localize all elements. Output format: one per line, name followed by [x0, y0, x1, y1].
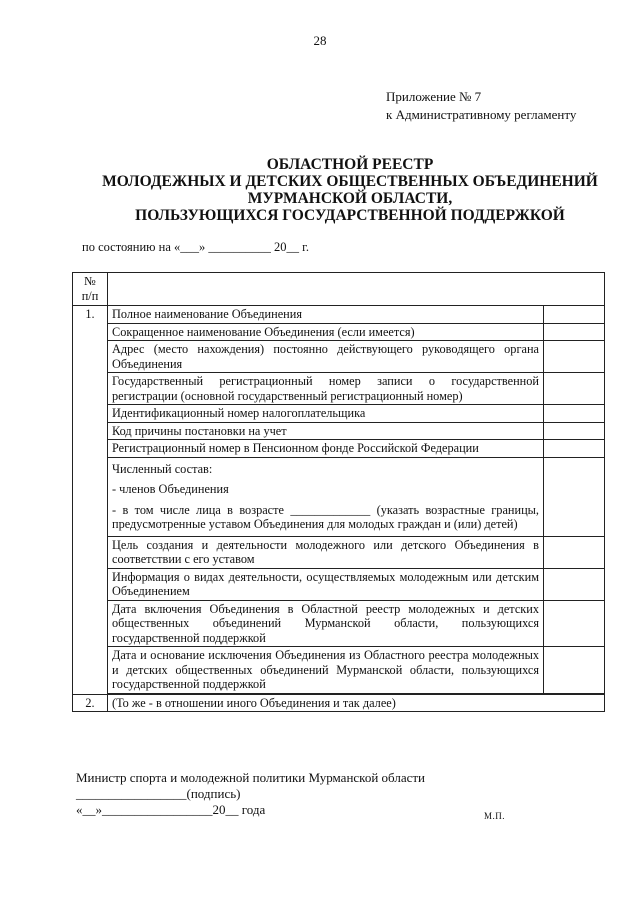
header-blank-cell [108, 273, 605, 306]
field-kpp: Код причины постановки на учет [108, 422, 544, 440]
header-index-label: п/п [81, 288, 99, 303]
table-row [73, 600, 605, 647]
field-purpose: Цель создания и деятельности молодежного или детского Объединения в соответствии с его уставом [108, 536, 544, 568]
table-row [73, 405, 605, 423]
value-cell [544, 422, 605, 440]
table-row [73, 306, 605, 324]
value-cell [544, 647, 605, 694]
appendix-note [386, 88, 576, 124]
value-cell [544, 457, 605, 536]
as-of-date-line: по состоянию на «___» __________ 20__ г. [82, 240, 309, 254]
table-row [73, 694, 605, 712]
title-line-1: ОБЛАСТНОЙ РЕЕСТР [266, 156, 434, 173]
membership-age-range: - в том числе лица в возрасте _____________ (указать возрастные границы, предусмотренные уставом Объединения для молодых граждан и (или) детей) [112, 502, 539, 531]
table-row [73, 440, 605, 458]
value-cell [544, 323, 605, 341]
date-line: «__»_________________20__ года [76, 802, 266, 817]
row-number-cell: 2. [73, 694, 108, 712]
value-cell [544, 536, 605, 568]
value-cell [544, 405, 605, 423]
title-line-3: МУРМАНСКОЙ ОБЛАСТИ, [247, 190, 453, 207]
table-row [73, 568, 605, 600]
row-number-cell: 1. [73, 306, 108, 695]
value-cell [544, 440, 605, 458]
minister-line: Министр спорта и молодежной политики Мурманской области [76, 770, 425, 785]
value-cell [544, 568, 605, 600]
table-row [73, 323, 605, 341]
field-address: Адрес (место нахождения) постоянно действующего руководящего органа Объединения [108, 341, 544, 373]
field-inn: Идентификационный номер налогоплательщика [108, 405, 544, 423]
field-activities: Информация о видах деятельности, осуществляемых молодежным или детским Объединением [108, 568, 544, 600]
table-row [73, 647, 605, 694]
field-other-association: (То же - в отношении иного Объединения и так далее) [108, 694, 605, 712]
field-full-name: Полное наименование Объединения [108, 306, 544, 324]
header-number-label: № [84, 274, 96, 288]
registry-table [72, 272, 605, 712]
title-line-2: МОЛОДЕЖНЫХ И ДЕТСКИХ ОБЩЕСТВЕННЫХ ОБЪЕДИНЕНИЙ [102, 173, 598, 190]
table-row [73, 422, 605, 440]
page-number: 28 [313, 33, 327, 48]
header-number-cell [73, 273, 108, 306]
table-header-row [73, 273, 605, 306]
document-title [70, 156, 630, 224]
membership-members: - членов Объединения [112, 482, 229, 496]
value-cell [544, 341, 605, 373]
field-exclusion-date: Дата и основание исключения Объединения из Областного реестра молодежных и детских общественных объединений Мурманской области, пользующихся государственной поддержкой [108, 647, 544, 694]
field-membership [108, 457, 544, 536]
field-pension-fund-number: Регистрационный номер в Пенсионном фонде Российской Федерации [108, 440, 544, 458]
field-short-name: Сокращенное наименование Объединения (если имеется) [108, 323, 544, 341]
field-inclusion-date: Дата включения Объединения в Областной реестр молодежных и детских общественных объединений Мурманской области, пользующихся государственной поддержкой [108, 600, 544, 647]
value-cell [544, 306, 605, 324]
membership-heading: Численный состав: [112, 461, 213, 476]
table-row [73, 457, 605, 536]
table-row [73, 373, 605, 405]
stamp-place-label: М.П. [484, 811, 506, 821]
table-row [73, 341, 605, 373]
appendix-line-1: Приложение № 7 [386, 89, 482, 104]
table-row [73, 536, 605, 568]
value-cell [544, 600, 605, 647]
field-ogrn: Государственный регистрационный номер записи о государственной регистрации (основной государственный регистрационный номер) [108, 373, 544, 405]
value-cell [544, 373, 605, 405]
title-line-4: ПОЛЬЗУЮЩИХСЯ ГОСУДАРСТВЕННОЙ ПОДДЕРЖКОЙ [135, 207, 565, 224]
signature-line: _________________(подпись) [76, 786, 241, 801]
appendix-line-2: к Административному регламенту [386, 107, 577, 122]
